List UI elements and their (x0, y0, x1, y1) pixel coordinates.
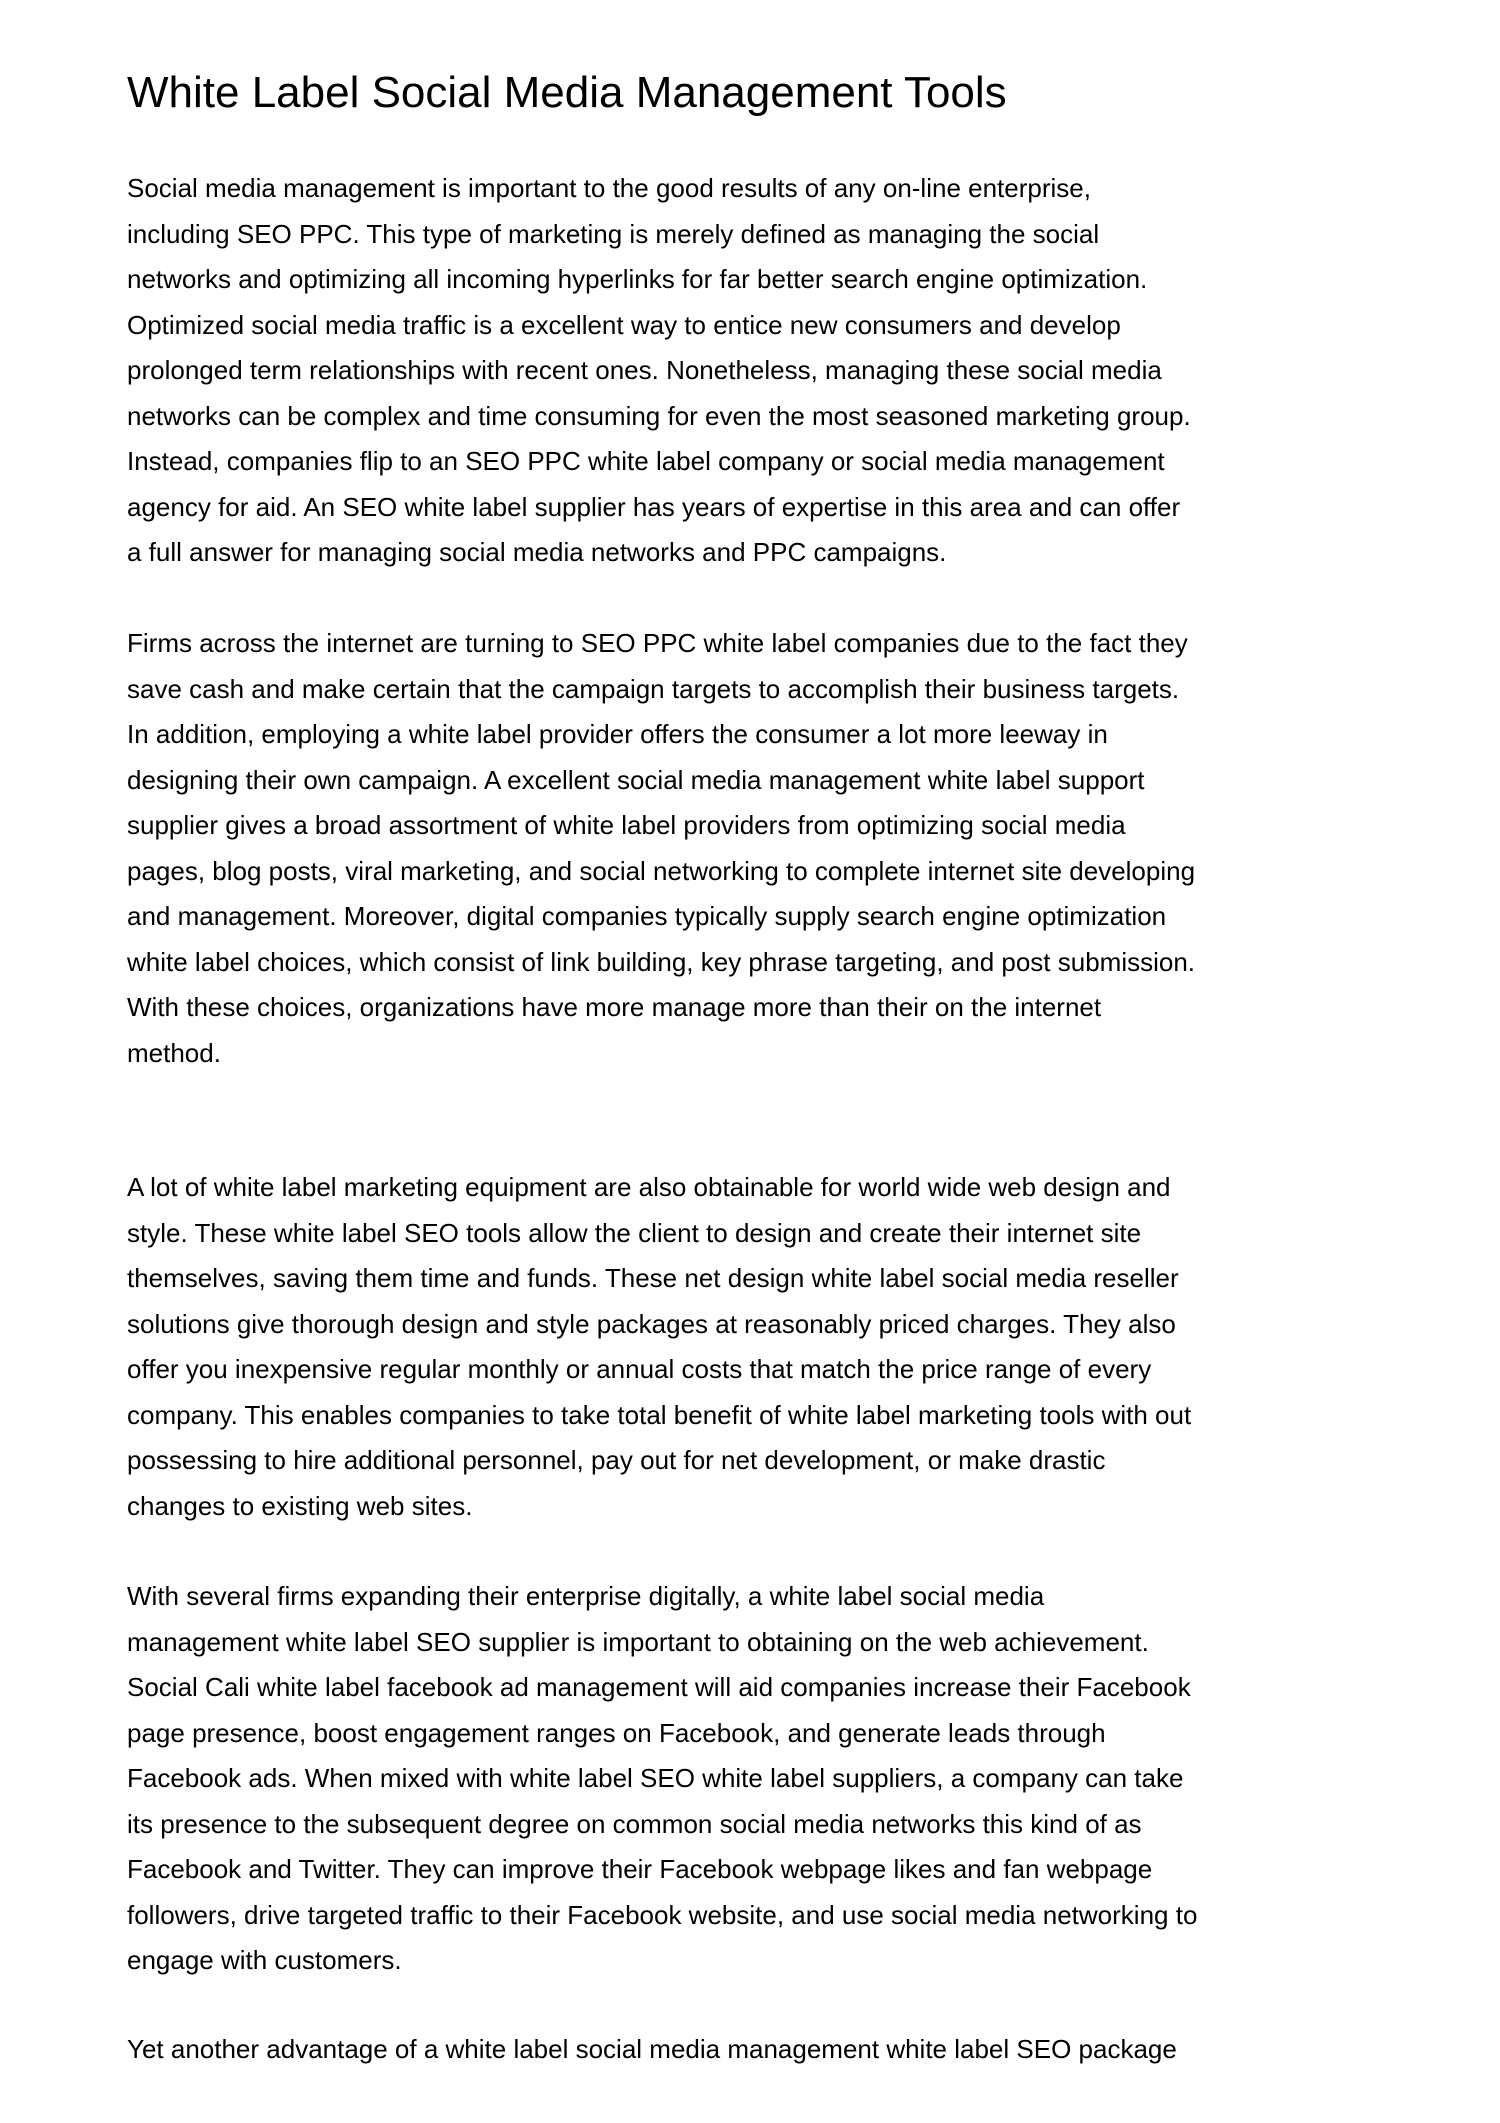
text-line: company. This enables companies to take total benefit of white label marketing tools with out (127, 1399, 1192, 1430)
paragraph-1 (127, 166, 1191, 576)
text-line: Firms across the internet are turning to SEO PPC white label companies due to the fact they (127, 628, 1188, 658)
text-line: A lot of white label marketing equipment are also obtainable for world wide web design and (127, 1172, 1171, 1202)
text-line: Social Cali white label facebook ad management will aid companies increase their Facebook (127, 1672, 1191, 1702)
text-line: including SEO PPC. This type of marketing is merely defined as managing the social (127, 218, 1100, 249)
text-line: solutions give thorough design and style packages at reasonably priced charges. They also (127, 1308, 1176, 1339)
text-line: supplier gives a broad assortment of white label providers from optimizing social media (127, 810, 1126, 840)
text-line: and management. Moreover, digital companies typically supply search engine optimization (127, 901, 1167, 931)
paragraph-5 (127, 2027, 1177, 2073)
text-line: Social media management is important to the good results of any on-line enterprise, (127, 173, 1091, 203)
text-line: management white label SEO supplier is important to obtaining on the web achievement. (127, 1626, 1149, 1657)
text-line: Instead, companies flip to an SEO PPC white label company or social media management (127, 446, 1165, 476)
text-line: Yet another advantage of a white label social media management white label SEO package (127, 2034, 1177, 2064)
paragraph-3 (127, 1165, 1191, 1529)
paragraph-4 (127, 1574, 1197, 1984)
text-line: designing their own campaign. A excellent social media management white label support (127, 764, 1145, 795)
text-line: prolonged term relationships with recent ones. Nonetheless, managing these social media (127, 355, 1162, 385)
text-line: Facebook and Twitter. They can improve their Facebook webpage likes and fan webpage (127, 1854, 1153, 1884)
text-line: agency for aid. An SEO white label supplier has years of expertise in this area and can offer (127, 491, 1181, 522)
text-line: changes to existing web sites. (127, 1490, 473, 1521)
text-line: networks can be complex and time consuming for even the most seasoned marketing group. (127, 400, 1191, 431)
paragraph-2 (127, 621, 1195, 1076)
text-line: Optimized social media traffic is a excellent way to entice new consumers and develop (127, 309, 1121, 340)
text-line: engage with customers. (127, 1945, 402, 1975)
text-line: themselves, saving them time and funds. These net design white label social media reseller (127, 1263, 1179, 1293)
text-line: networks and optimizing all incoming hyperlinks for far better search engine optimization. (127, 264, 1148, 294)
text-line: a full answer for managing social media networks and PPC campaigns. (127, 537, 947, 567)
text-line: method. (127, 1037, 221, 1068)
text-line: offer you inexpensive regular monthly or annual costs that match the price range of every (127, 1354, 1152, 1384)
text-line: pages, blog posts, viral marketing, and social networking to complete internet site developing (127, 855, 1196, 886)
text-line: save cash and make certain that the campaign targets to accomplish their business targets. (127, 673, 1180, 704)
text-line: Facebook ads. When mixed with white label SEO white label suppliers, a company can take (127, 1763, 1184, 1793)
text-line: white label choices, which consist of link building, key phrase targeting, and post submission. (127, 946, 1196, 977)
text-line: In addition, employing a white label provider offers the consumer a lot more leeway in (127, 719, 1108, 749)
text-line: its presence to the subsequent degree on common social media networks this kind of as (127, 1808, 1142, 1839)
text-line: With several firms expanding their enterprise digitally, a white label social media (127, 1581, 1045, 1611)
text-line: page presence, boost engagement ranges on Facebook, and generate leads through (127, 1717, 1106, 1748)
text-line: possessing to hire additional personnel, pay out for net development, or make drastic (127, 1445, 1106, 1475)
document-title: White Label Social Media Management Tools (127, 68, 1007, 117)
text-line: followers, drive targeted traffic to their Facebook website, and use social media networking to (127, 1899, 1198, 1930)
text-line: With these choices, organizations have more manage more than their on the internet (127, 992, 1102, 1022)
text-line: style. These white label SEO tools allow the client to design and create their internet site (127, 1217, 1142, 1248)
